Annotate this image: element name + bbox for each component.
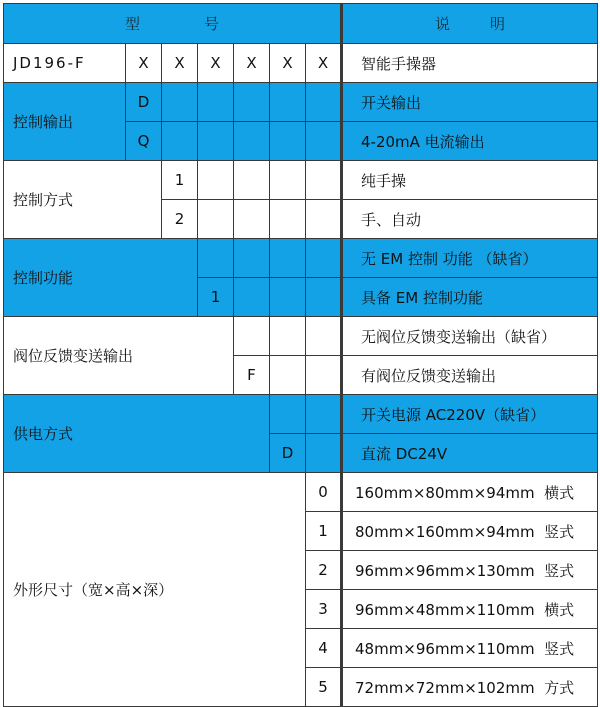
- valve-feedback-desc-default: 无阀位反馈变送输出（缺省）: [342, 317, 598, 356]
- placeholder-5: X: [270, 44, 306, 83]
- dimensions-size-4: 48mm×96mm×110mm: [355, 639, 535, 658]
- dimensions-orientation-0: 横式: [544, 483, 575, 502]
- control-output-code-q: Q: [126, 122, 162, 161]
- valve-feedback-code-f: F: [234, 356, 270, 395]
- dimensions-size-3: 96mm×48mm×110mm: [355, 600, 535, 619]
- valve-feedback-desc-f: 有阀位反馈变送输出: [342, 356, 598, 395]
- dimensions-orientation-2: 竖式: [544, 561, 575, 580]
- placeholder-2: X: [162, 44, 198, 83]
- dimensions-size-1: 80mm×160mm×94mm: [355, 522, 535, 541]
- model-description: 智能手操器: [342, 44, 598, 83]
- dimensions-size-0: 160mm×80mm×94mm: [355, 483, 535, 502]
- model-row: [4, 44, 598, 83]
- power-supply-code-default: [270, 395, 306, 434]
- control-function-code-1: 1: [198, 278, 234, 317]
- placeholder-4: X: [234, 44, 270, 83]
- placeholder-1: X: [126, 44, 162, 83]
- control-function-code-default: [198, 239, 234, 278]
- control-output-code-d: D: [126, 83, 162, 122]
- control-mode-code-2: 2: [162, 200, 198, 239]
- power-supply-row-1: [4, 395, 598, 434]
- dimensions-desc-3: [342, 590, 598, 629]
- control-mode-label: 控制方式: [4, 161, 162, 239]
- control-function-desc-1: 具备 EM 控制功能: [342, 278, 598, 317]
- power-supply-code-d: D: [270, 434, 306, 473]
- placeholder-6: X: [306, 44, 342, 83]
- control-mode-desc-1: 纯手操: [342, 161, 598, 200]
- power-supply-label: 供电方式: [4, 395, 270, 473]
- control-mode-row-1: [4, 161, 598, 200]
- control-output-label: 控制输出: [4, 83, 126, 161]
- dimensions-code-2: 2: [306, 551, 342, 590]
- dimensions-size-5: 72mm×72mm×102mm: [355, 678, 535, 697]
- control-output-desc-q: 4-20mA 电流输出: [342, 122, 598, 161]
- dimensions-desc-4: [342, 629, 598, 668]
- model-code: JD196-F: [4, 44, 126, 83]
- valve-feedback-row-1: [4, 317, 598, 356]
- model-header-char-2: 号: [204, 15, 220, 33]
- dimensions-row-0: [4, 473, 598, 512]
- dimensions-code-3: 3: [306, 590, 342, 629]
- model-header: [4, 4, 342, 44]
- dimensions-label: 外形尺寸（宽×高×深）: [4, 473, 306, 707]
- control-function-label: 控制功能: [4, 239, 198, 317]
- placeholder-3: X: [198, 44, 234, 83]
- control-function-desc-default: 无 EM 控制 功能 （缺省）: [342, 239, 598, 278]
- control-mode-code-1: 1: [162, 161, 198, 200]
- dimensions-desc-5: [342, 668, 598, 707]
- description-header-char-2: 明: [490, 15, 506, 33]
- valve-feedback-code-default: [234, 317, 270, 356]
- dimensions-orientation-1: 竖式: [544, 522, 575, 541]
- dimensions-size-2: 96mm×96mm×130mm: [355, 561, 535, 580]
- model-selection-table: [3, 3, 598, 707]
- control-function-row-1: [4, 239, 598, 278]
- power-supply-desc-d: 直流 DC24V: [342, 434, 598, 473]
- header-row: [4, 4, 598, 44]
- dimensions-orientation-4: 竖式: [544, 639, 575, 658]
- dimensions-desc-0: [342, 473, 598, 512]
- dimensions-code-5: 5: [306, 668, 342, 707]
- description-header-char-1: 说: [434, 15, 450, 33]
- dimensions-desc-2: [342, 551, 598, 590]
- control-output-desc-d: 开关输出: [342, 83, 598, 122]
- model-header-char-1: 型: [124, 15, 140, 33]
- dimensions-code-0: 0: [306, 473, 342, 512]
- description-header: [342, 4, 598, 44]
- dimensions-code-4: 4: [306, 629, 342, 668]
- valve-feedback-label: 阀位反馈变送输出: [4, 317, 234, 395]
- power-supply-desc-default: 开关电源 AC220V（缺省）: [342, 395, 598, 434]
- dimensions-orientation-5: 方式: [544, 678, 575, 697]
- control-output-row-1: [4, 83, 598, 122]
- control-mode-desc-2: 手、自动: [342, 200, 598, 239]
- dimensions-code-1: 1: [306, 512, 342, 551]
- dimensions-orientation-3: 横式: [544, 600, 575, 619]
- dimensions-desc-1: [342, 512, 598, 551]
